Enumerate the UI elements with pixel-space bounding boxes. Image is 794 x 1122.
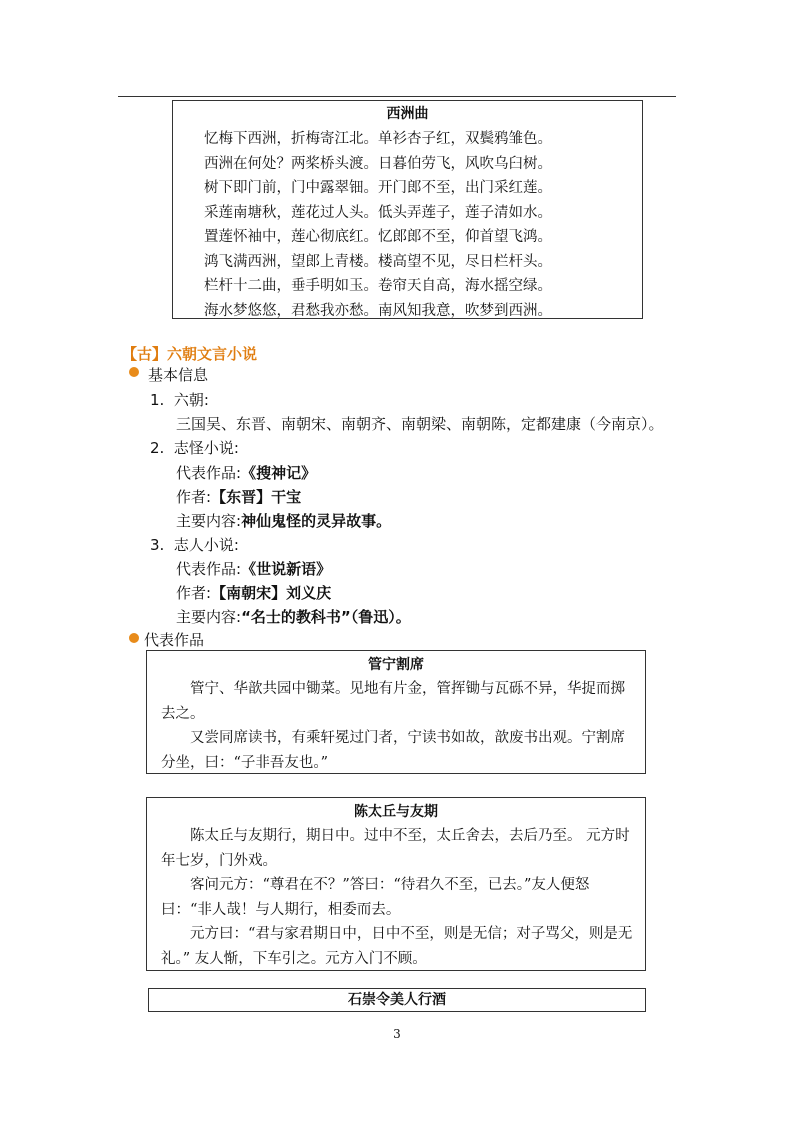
item-1-heading xyxy=(150,389,209,411)
poem-line: 栏杆十二曲，垂手明如玉。卷帘天自高，海水摇空绿。 xyxy=(204,278,552,294)
works-label: 代表作品 xyxy=(144,631,205,649)
page-number: 3 xyxy=(393,1027,401,1041)
item-2-author xyxy=(176,486,301,508)
poem-box xyxy=(172,100,643,319)
item-3-content xyxy=(176,606,411,628)
story-paragraph: 管宁、华歆共园中锄菜。见地有片金，管挥锄与瓦砾不异，华捉而掷去之。 xyxy=(161,681,625,722)
author-value: 【南朝宋】刘义庆 xyxy=(211,584,332,602)
story-paragraph: 客问元方：“尊君在不？”答曰：“待君久不至，已去。”友人便怒曰：“非人哉！与人期行，相委而去。 xyxy=(161,877,590,918)
item-2-label: 志怪小说: xyxy=(173,439,239,457)
content-value: “名士的教科书”（鲁迅）。 xyxy=(241,608,411,626)
work-value: 《世说新语》 xyxy=(241,560,332,578)
poem-line: 西洲在何处？两桨桥头渡。日暮伯劳飞，风吹乌臼树。 xyxy=(204,155,552,172)
header-rule xyxy=(118,96,676,97)
item-1-label: 六朝: xyxy=(173,391,209,409)
content-value: 神仙鬼怪的灵异故事。 xyxy=(241,512,392,530)
item-1-number: 1. xyxy=(150,391,165,409)
poem-body xyxy=(173,127,642,323)
item-1-text: 三国吴、东晋、南朝宋、南朝齐、南朝梁、南朝陈，定都建康（今南京）。 xyxy=(176,415,664,433)
work-label: 代表作品: xyxy=(176,560,242,578)
basic-info-label: 基本信息 xyxy=(148,366,209,384)
item-2-number: 2. xyxy=(150,439,165,457)
item-3-number: 3. xyxy=(150,536,165,554)
story-box-1 xyxy=(146,650,646,774)
author-label: 作者: xyxy=(176,584,212,602)
item-2-work xyxy=(176,462,316,484)
author-value: 【东晋】干宝 xyxy=(211,488,302,506)
poem-title: 西洲曲 xyxy=(386,106,429,122)
story-box-2 xyxy=(146,797,646,971)
story-paragraph: 元方曰：“君与家君期日中，日中不至，则是无信；对子骂父，则是无礼。” 友人惭，下车引之。元方入门不顾。 xyxy=(161,926,633,967)
content-label: 主要内容: xyxy=(176,608,242,626)
story-paragraph: 陈太丘与友期行，期日中。过中不至，太丘舍去，去后乃至。 元方时年七岁，门外戏。 xyxy=(161,828,630,869)
story-title: 管宁割席 xyxy=(368,657,424,673)
story-box-3 xyxy=(148,988,646,1012)
poem-line: 忆梅下西洲，折梅寄江北。单衫杏子红，双鬓鸦雏色。 xyxy=(204,131,552,147)
story-paragraph: 又尝同席读书，有乘轩冕过门者，宁读书如故，歆废书出观。宁割席分坐，曰：“子非吾友也。” xyxy=(161,730,625,771)
poem-line: 置莲怀袖中，莲心彻底红。忆郎郎不至，仰首望飞鸿。 xyxy=(204,229,552,245)
bullet-icon xyxy=(129,633,139,643)
item-3-label: 志人小说: xyxy=(173,536,239,554)
item-3-work xyxy=(176,558,331,580)
poem-line: 海水梦悠悠，君愁我亦愁。南风知我意，吹梦到西洲。 xyxy=(204,302,552,319)
item-3-author xyxy=(176,582,331,604)
work-value: 《搜神记》 xyxy=(241,464,317,482)
author-label: 作者: xyxy=(176,488,212,506)
poem-line: 鸿飞满西洲，望郎上青楼。楼高望不见，尽日栏杆头。 xyxy=(204,253,552,270)
item-2-content xyxy=(176,510,391,532)
content-label: 主要内容: xyxy=(176,512,242,530)
story-title: 陈太丘与友期 xyxy=(354,804,438,820)
story-body xyxy=(147,677,645,775)
poem-line: 树下即门前，门中露翠钿。开门郎不至，出门采红莲。 xyxy=(204,180,552,196)
poem-line: 采莲南塘秋，莲花过人头。低头弄莲子，莲子清如水。 xyxy=(204,204,552,221)
work-label: 代表作品: xyxy=(176,464,242,482)
item-2-heading xyxy=(150,437,239,459)
section-heading: 【古】六朝文言小说 xyxy=(122,345,258,363)
bullet-icon xyxy=(129,367,139,377)
item-3-heading xyxy=(150,534,239,556)
story-title: 石崇令美人行酒 xyxy=(348,992,446,1008)
story-body xyxy=(147,824,645,971)
